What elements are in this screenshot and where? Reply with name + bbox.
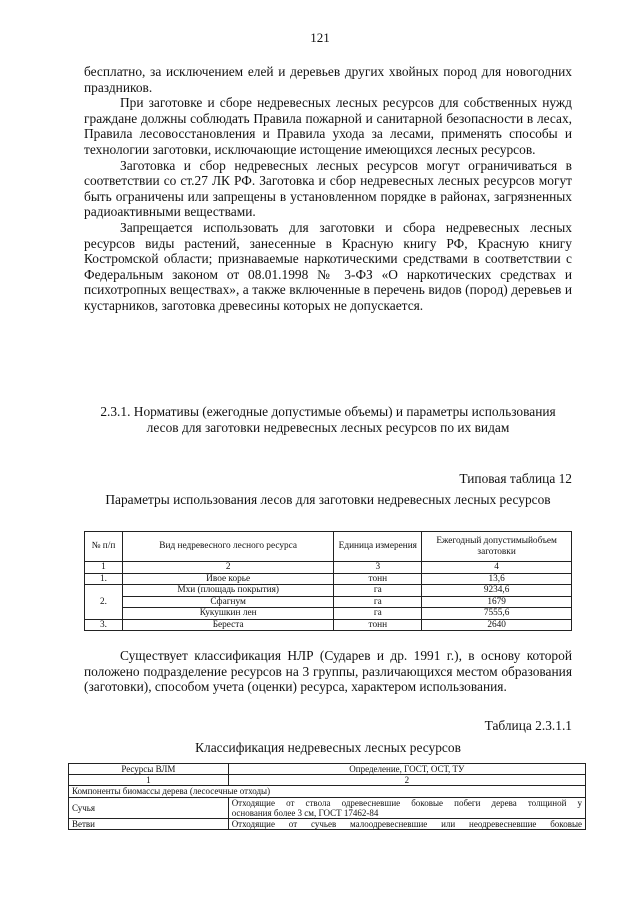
header-cell: Единица измерения (334, 532, 422, 562)
definition (228, 797, 585, 818)
row-number: 1. (85, 573, 123, 585)
volume: 13,6 (422, 573, 572, 585)
resource-name: Ивое корье (122, 573, 333, 585)
unit: тонн (334, 573, 422, 585)
header-number-cell: 1 (69, 775, 229, 786)
header-cell: Ежегодный допустимыйобъем заготовки (422, 532, 572, 562)
paragraph-own-needs: При заготовке и сборе недревесных лесных ресурсов для собственных нужд граждане должны соблюдать Правила пожарной и санитарной безопасности в лесах, Правила лесовосстановления и Правила ухода за лесами, применять способы и технологии заготовки, исключающие истощение имеющихся лесных ресурсов. (84, 95, 572, 157)
group-row (69, 786, 586, 797)
usage-parameters-table (84, 531, 572, 631)
resource-name: Сфагнум (122, 596, 333, 608)
resource-name: Кукушкин лен (122, 608, 333, 620)
header-cell: Определение, ГОСТ, ОСТ, ТУ (228, 764, 585, 775)
unit: га (334, 585, 422, 597)
body-text-top (84, 64, 572, 314)
table-row (69, 797, 586, 818)
table12-label: Типовая таблица 12 (459, 471, 572, 486)
table-header-row (69, 764, 586, 775)
paragraph-prohibitions: Запрещается использовать для заготовки и сбора недревесных лесных ресурсов виды растений, занесенные в Красную книгу РФ, Красную книгу Костромской области; признаваемые наркотическими средствами в соответствии с Федеральным законом от 08.01.1998 № 3-ФЗ «О наркотических средствах и психотропных веществах», а также включенные в перечень видов (пород) деревьев и кустарников, заготовка древесины которых не допускается. (84, 219, 572, 313)
table-header-numbers-row (85, 562, 572, 574)
unit: га (334, 596, 422, 608)
volume: 2640 (422, 619, 572, 631)
section-heading: 2.3.1. Нормативы (ежегодные допустимые объемы) и параметры использования лесов для заготовки недревесных лесных ресурсов по их видам (100, 404, 556, 435)
definition (228, 819, 585, 830)
table12-caption: Параметры использования лесов для заготовки недревесных лесных ресурсов (105, 492, 551, 507)
row-number: 3. (85, 619, 123, 631)
paragraph-classification: Существует классификация НЛР (Сударев и др. 1991 г.), в основу которой положено подразделение ресурсов на 3 группы, различающихся местом образования (заготовки), способом учета (оценки) ресурса, характером использования. (84, 648, 572, 695)
header-cell: № п/п (85, 532, 123, 562)
table-row (85, 596, 572, 608)
definition-line: основания более 3 см, ГОСТ 17462-84 (231, 807, 379, 818)
resource-name: Сучья (69, 797, 229, 818)
resource-name: Береста (122, 619, 333, 631)
definition-line: Отходящие от ствола одревесневшие боковые побеги дерева толщиной у (231, 797, 582, 808)
resource-name: Мхи (площадь покрытия) (122, 585, 333, 597)
unit: тонн (334, 619, 422, 631)
resource-name: Ветви (69, 819, 229, 830)
header-number-cell: 1 (85, 562, 123, 574)
table-row (85, 585, 572, 597)
volume: 1679 (422, 596, 572, 608)
table-row (85, 573, 572, 585)
header-number-cell: 2 (122, 562, 333, 574)
table2-caption: Классификация недревесных лесных ресурсов (195, 740, 461, 755)
volume: 7555,6 (422, 608, 572, 620)
classification-table (68, 763, 586, 830)
table-header-numbers-row (69, 775, 586, 786)
volume: 9234,6 (422, 585, 572, 597)
table-row (69, 819, 586, 830)
table-header-row (85, 532, 572, 562)
paragraph-continuation: бесплатно, за исключением елей и деревьев других хвойных пород для новогодних праздников. (84, 64, 572, 95)
header-number-cell: 3 (334, 562, 422, 574)
row-number: 2. (85, 585, 123, 620)
unit: га (334, 608, 422, 620)
page-number: 121 (310, 30, 330, 45)
header-cell: Ресурсы ВЛМ (69, 764, 229, 775)
table2-label: Таблица 2.3.1.1 (484, 718, 572, 733)
table-row (85, 608, 572, 620)
group-label: Компоненты биомассы дерева (лесосечные отходы) (69, 786, 586, 797)
definition-line: Отходящие от сучьев малоодревесневшие или неодревесневшие боковые (231, 819, 582, 830)
header-number-cell: 2 (228, 775, 585, 786)
header-cell: Вид недревесного лесного ресурса (122, 532, 333, 562)
paragraph-restrictions: Заготовка и сбор недревесных лесных ресурсов могут ограничиваться в соответствии со ст.27 ЛК РФ. Заготовка и сбор недревесных лесных ресурсов могут быть ограничены или запрещены в установленном порядке в районах, загрязненных радиоактивными веществами. (84, 157, 572, 220)
header-number-cell: 4 (422, 562, 572, 574)
table-row (85, 619, 572, 631)
